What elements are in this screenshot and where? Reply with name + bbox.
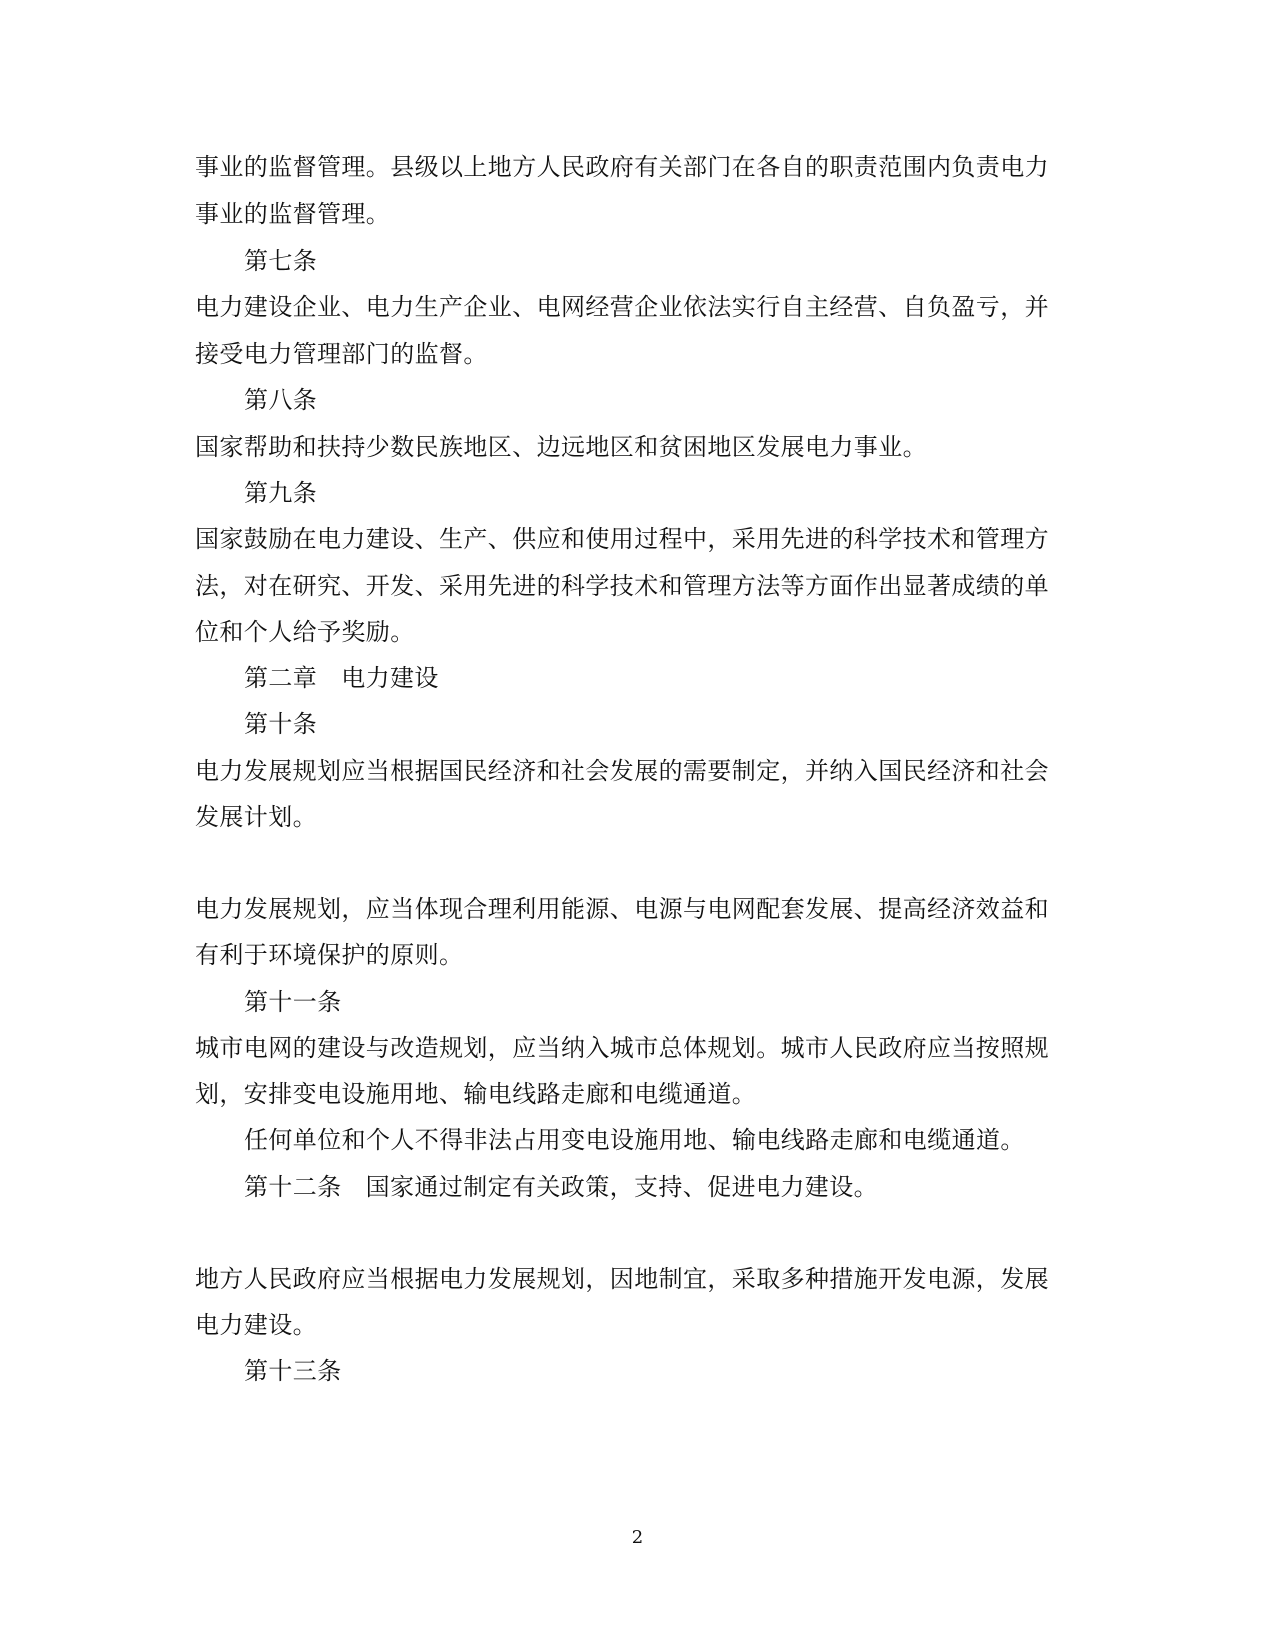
article-text: 国家通过制定有关政策，支持、促进电力建设。 [365, 1173, 879, 1201]
text-line: 事业的监督管理。 [195, 200, 391, 228]
text-line: 任何单位和个人不得非法占用变电设施用地、输电线路走廊和电缆通道。 [244, 1126, 1025, 1154]
text-line: 位和个人给予奖励。 [195, 618, 415, 646]
text-line: 事业的监督管理。县级以上地方人民政府有关部门在各自的职责范围内负责电力 [195, 153, 1049, 181]
article-heading [244, 1172, 1124, 1202]
article-heading: 第七条 [244, 247, 318, 275]
chapter-title: 电力建设 [341, 664, 439, 692]
article-number: 第十二条 [244, 1173, 342, 1201]
text-line: 电力建设。 [195, 1311, 317, 1339]
text-line: 划，安排变电设施用地、输电线路走廊和电缆通道。 [195, 1080, 757, 1108]
text-line: 地方人民政府应当根据电力发展规划，因地制宜，采取多种措施开发电源，发展 [195, 1265, 1049, 1293]
text-line: 国家鼓励在电力建设、生产、供应和使用过程中，采用先进的科学技术和管理方 [195, 525, 1049, 553]
text-line: 接受电力管理部门的监督。 [195, 340, 488, 368]
text-line: 法，对在研究、开发、采用先进的科学技术和管理方法等方面作出显著成绩的单 [195, 572, 1049, 600]
text-line: 电力发展规划应当根据国民经济和社会发展的需要制定，并纳入国民经济和社会 [195, 757, 1049, 785]
article-heading: 第十三条 [244, 1357, 342, 1385]
text-line: 国家帮助和扶持少数民族地区、边远地区和贫困地区发展电力事业。 [195, 433, 927, 461]
text-line: 电力发展规划，应当体现合理利用能源、电源与电网配套发展、提高经济效益和 [195, 895, 1049, 923]
text-line: 城市电网的建设与改造规划，应当纳入城市总体规划。城市人民政府应当按照规 [195, 1034, 1049, 1062]
text-line: 电力建设企业、电力生产企业、电网经营企业依法实行自主经营、自负盈亏，并 [195, 293, 1049, 321]
article-heading: 第十条 [244, 710, 318, 738]
chapter-number: 第二章 [244, 664, 318, 692]
text-line: 有利于环境保护的原则。 [195, 941, 464, 969]
article-heading: 第九条 [244, 479, 318, 507]
text-line: 发展计划。 [195, 803, 317, 831]
article-heading: 第八条 [244, 386, 318, 414]
chapter-heading [244, 663, 1124, 693]
page-number: 2 [631, 1527, 644, 1548]
article-heading: 第十一条 [244, 988, 342, 1016]
